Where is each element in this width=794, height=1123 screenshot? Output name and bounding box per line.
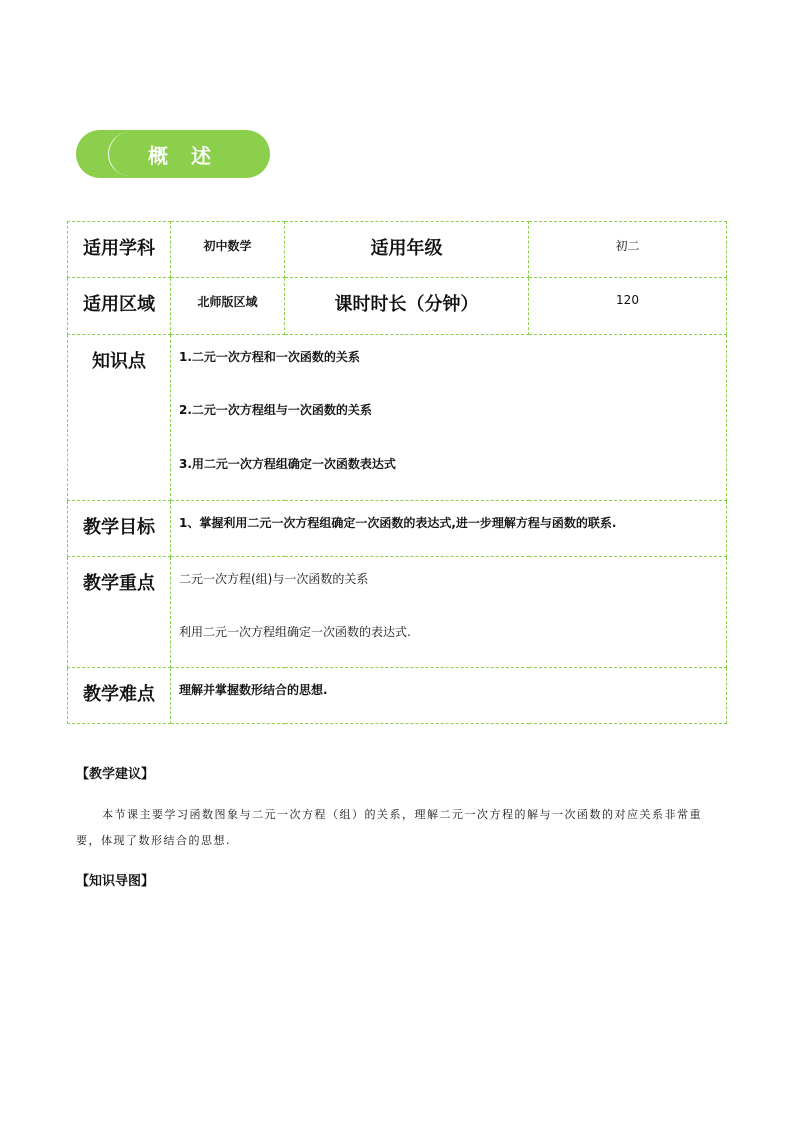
mindmap-heading: 【知识导图】 bbox=[76, 874, 155, 889]
knowledge-content bbox=[171, 335, 727, 501]
duration-value: 120 bbox=[529, 278, 727, 335]
table-row-knowledge bbox=[68, 335, 727, 501]
banner-title: 概 述 bbox=[148, 144, 219, 168]
table-row-difficulty bbox=[68, 668, 727, 724]
region-label: 适用区域 bbox=[68, 278, 171, 335]
difficulty-text: 理解并掌握数形结合的思想. bbox=[179, 683, 328, 697]
goal-content bbox=[171, 501, 727, 557]
suggestion-paragraph: 本节课主要学习函数图象与二元一次方程（组）的关系，理解二元一次方程的解与一次函数的对应关系非常重要，体现了数形结合的思想. bbox=[76, 808, 702, 847]
table-row-focus bbox=[68, 557, 727, 668]
goal-label: 教学目标 bbox=[68, 501, 171, 557]
difficulty-label: 教学难点 bbox=[68, 668, 171, 724]
focus-label: 教学重点 bbox=[68, 557, 171, 668]
table-row-goal bbox=[68, 501, 727, 557]
difficulty-content bbox=[171, 668, 727, 724]
knowledge-point: 2.二元一次方程组与一次函数的关系 bbox=[179, 403, 372, 417]
knowledge-point: 3.用二元一次方程组确定一次函数表达式 bbox=[179, 457, 396, 471]
subject-label: 适用学科 bbox=[68, 222, 171, 278]
grade-label: 适用年级 bbox=[285, 222, 529, 278]
duration-label: 课时时长（分钟） bbox=[285, 278, 529, 335]
goal-text: 1、掌握利用二元一次方程组确定一次函数的表达式,进一步理解方程与函数的联系. bbox=[179, 516, 617, 530]
suggestion-heading: 【教学建议】 bbox=[76, 767, 155, 782]
course-info-table bbox=[67, 221, 727, 724]
overview-banner bbox=[76, 130, 270, 178]
region-value: 北师版区域 bbox=[171, 278, 285, 335]
knowledge-label: 知识点 bbox=[68, 335, 171, 501]
knowledge-point: 1.二元一次方程和一次函数的关系 bbox=[179, 350, 360, 364]
focus-item: 利用二元一次方程组确定一次函数的表达式. bbox=[179, 625, 411, 639]
subject-value: 初中数学 bbox=[171, 222, 285, 278]
table-row-region bbox=[68, 278, 727, 335]
grade-value: 初二 bbox=[529, 222, 727, 278]
focus-item: 二元一次方程(组)与一次函数的关系 bbox=[179, 572, 369, 586]
table-row-subject bbox=[68, 222, 727, 278]
focus-content bbox=[171, 557, 727, 668]
